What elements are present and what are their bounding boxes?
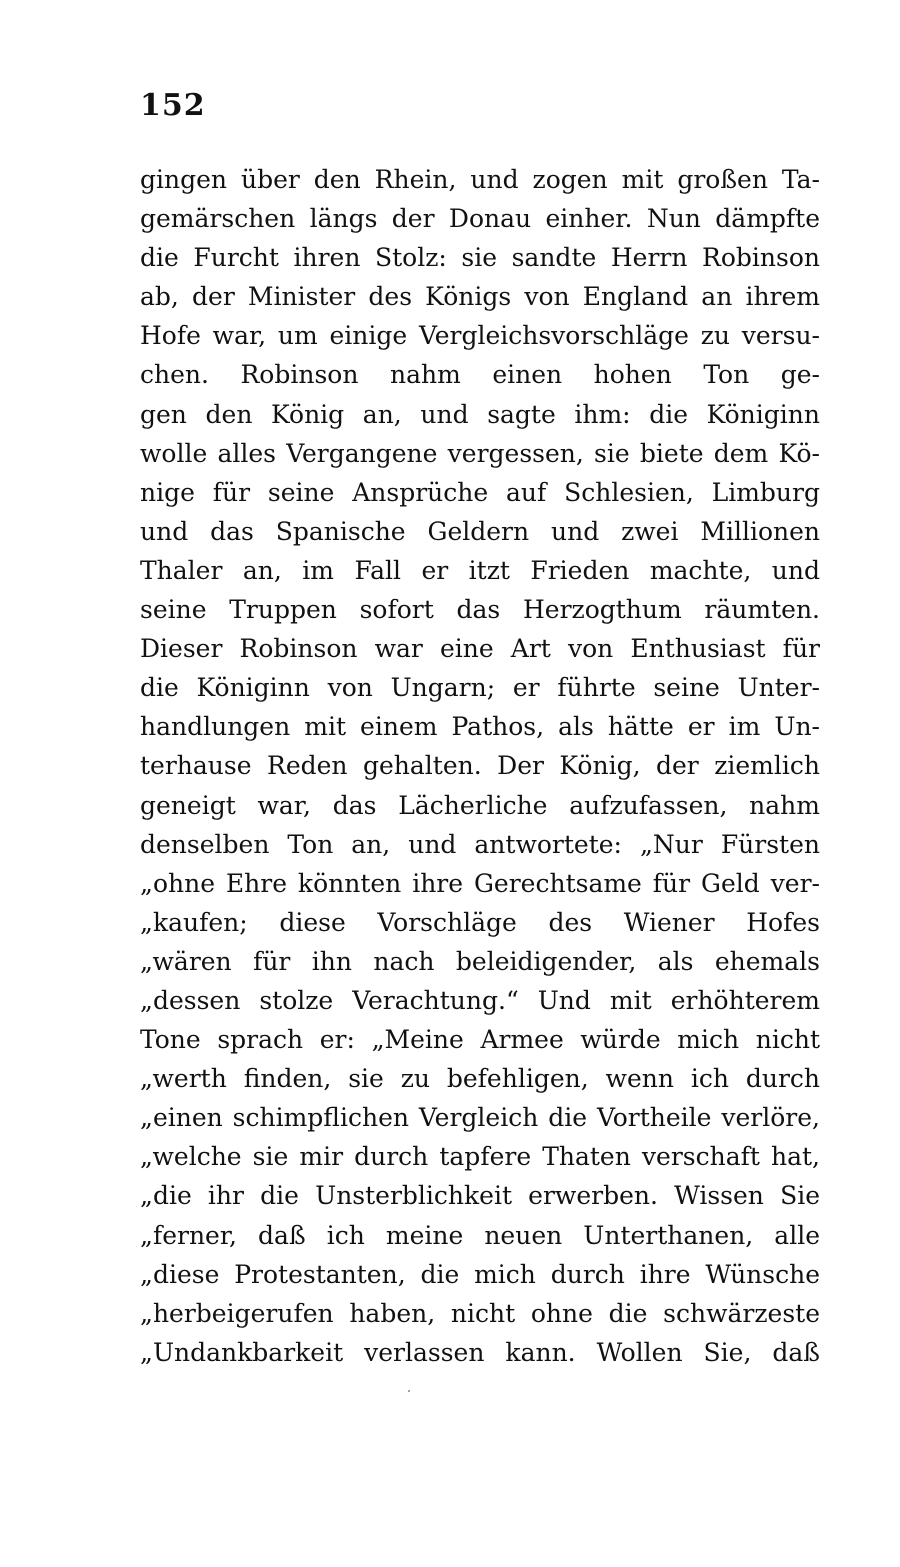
text-line: „wären für ihn nach beleidigender, als ehemals bbox=[140, 946, 820, 976]
text-line: chen. Robinson nahm einen hohen Ton ge- bbox=[140, 360, 820, 390]
text-line: „welche sie mir durch tapfere Thaten verschaft hat, bbox=[140, 1142, 820, 1172]
text-line: „diese Protestanten, die mich durch ihre Wünsche bbox=[140, 1259, 820, 1289]
text-line: „kaufen; diese Vorschläge des Wiener Hofes bbox=[140, 907, 820, 937]
text-line: die Furcht ihren Stolz: sie sandte Herrn Robinson bbox=[140, 243, 820, 273]
text-line: die Königinn von Ungarn; er führte seine Unter- bbox=[140, 673, 820, 703]
text-line: Hofe war, um einige Vergleichsvorschläge zu versu- bbox=[140, 321, 820, 351]
text-line: und das Spanische Geldern und zwei Millionen bbox=[140, 516, 820, 546]
text-line: ab, der Minister des Königs von England an ihrem bbox=[140, 282, 820, 312]
text-line: „werth finden, sie zu befehligen, wenn ich durch bbox=[140, 1064, 820, 1094]
text-line: seine Truppen sofort das Herzogthum räumten. bbox=[140, 595, 820, 625]
text-line: Thaler an, im Fall er itzt Frieden machte, und bbox=[140, 555, 820, 585]
text-line: terhause Reden gehalten. Der König, der ziemlich bbox=[140, 751, 820, 781]
text-line: „dessen stolze Verachtung.“ Und mit erhöhterem bbox=[140, 985, 820, 1015]
text-line: „ohne Ehre könnten ihre Gerechtsame für Geld ver- bbox=[140, 868, 820, 898]
text-line: Dieser Robinson war eine Art von Enthusiast für bbox=[140, 634, 820, 664]
paper-speck bbox=[408, 1390, 410, 1392]
text-line: handlungen mit einem Pathos, als hätte er im Un- bbox=[140, 712, 820, 742]
text-line: Tone sprach er: „Meine Armee würde mich nicht bbox=[140, 1025, 820, 1055]
text-line: „die ihr die Unsterblichkeit erwerben. Wissen Sie bbox=[140, 1181, 820, 1211]
text-line: geneigt war, das Lächerliche aufzufassen, nahm bbox=[140, 790, 820, 820]
text-line: gemärschen längs der Donau einher. Nun dämpfte bbox=[140, 204, 820, 234]
body-text bbox=[140, 160, 820, 1372]
text-line: gingen über den Rhein, und zogen mit großen Ta- bbox=[140, 165, 820, 194]
text-line: „Undankbarkeit verlassen kann. Wollen Sie, daß bbox=[140, 1337, 820, 1367]
text-line: „herbeigerufen haben, nicht ohne die schwärzeste bbox=[140, 1298, 820, 1328]
page-number: 152 bbox=[140, 88, 206, 123]
text-line: „ferner, daß ich meine neuen Unterthanen, alle bbox=[140, 1220, 820, 1250]
text-line: „einen schimpflichen Vergleich die Vortheile verlöre, bbox=[140, 1103, 820, 1133]
text-line: denselben Ton an, und antwortete: „Nur Fürsten bbox=[140, 829, 820, 859]
text-line: nige für seine Ansprüche auf Schlesien, Limburg bbox=[140, 477, 820, 507]
text-line: gen den König an, und sagte ihm: die Königinn bbox=[140, 399, 820, 429]
text-line: wolle alles Vergangene vergessen, sie biete dem Kö- bbox=[140, 438, 820, 468]
